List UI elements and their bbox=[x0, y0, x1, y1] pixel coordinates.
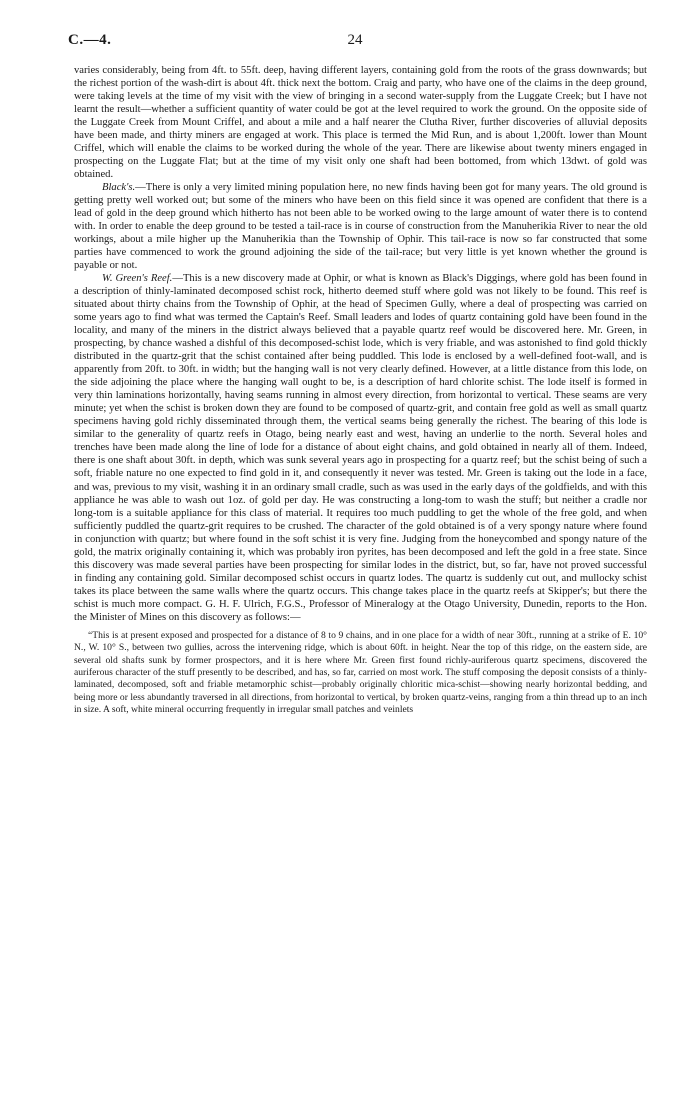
paragraph-text: varies considerably, being from 4ft. to 55ft. deep, having different layers, containing gold from the roots of the grass downwards; but the richest portion of the wash-dirt is about 4ft. thick next the bottom. Craig and party, who have one of the claims in the deep ground, were taking levels at the time of my visit with the view of bringing in a second water-supply from the Luggate Creek; but I have not learnt the result—whether a sufficient quantity of water could be got at the level required to work the ground. On the opposite side of the Luggate Creek from Mount Criffel, and about a mile and a half nearer the Clutha River, further discoveries of alluvial deposits have been made, and thirty miners are engaged at work. This place is termed the Mid Run, and is about 1,200ft. lower than Mount Criffel, which will enable the claims to be worked during the whole of the year. There are likewise about twenty miners engaged in prospecting on the Luggate Flat; but at the time of my visit only one shaft had been bottomed, from which 13dwt. of gold was obtained. bbox=[74, 65, 647, 181]
paragraph-greens-reef bbox=[74, 272, 647, 623]
page-number: 24 bbox=[347, 32, 363, 48]
quote-text: “This is at present exposed and prospected for a distance of 8 to 9 chains, and in one place for a width of near 30ft., running at a strike of E. 10° N., W. 10° S., between two gullies, across the intervening ridge, which is about 60ft. in height. Near the top of this ridge, on the eastern side, are several old shafts sunk by former prospectors, and it is here where Mr. Green first found richly-auriferous quartz specimens, discovered the auriferous character of the stuff presently to be described, and has, so far, carried on most work. The stuff composing the deposit consists of a thinly-laminated, decomposed, soft and friable metamorphic schist—probably originally chloritic mica-schist—showing nearly horizontal bedding, and being more or less abundantly traversed in all directions, from horizontal to vertical, by broken quartz-veins, ranging from a thin thread up to an inch in size. A soft, white mineral occurring frequently in irregular small patches and veinlets bbox=[74, 629, 647, 716]
paragraph-continued bbox=[74, 64, 647, 181]
section-lead: W. Green's Reef. bbox=[102, 273, 173, 285]
quoted-report bbox=[74, 630, 647, 717]
paragraph-text: —There is only a very limited mining population here, no new finds having been got for many years. The old ground is getting pretty well worked out; but some of the miners who have been on this field since it was opened are confident that there is a lead of gold in the deep ground which hitherto has not been able to be worked owing to the large amount of water there is to contend with. In order to enable the deep ground to be tested a tail-race is in course of construction from the Manuherikia River to near the old workings, about a mile higher up the Manuherikia than the Township of Ophir. This tail-race is now so far constructed that some parties have commenced to work the ground adjoining the side of the tail-race; but very little is yet known whether the ground is payable or not. bbox=[74, 182, 647, 272]
paragraph-text: —This is a new discovery made at Ophir, or what is known as Black's Diggings, where gold has been found in a description of thinly-laminated decomposed schist rock, hitherto deemed stuff where gold was not likely to be found. This reef is situated about thirty chains from the Township of Ophir, at the head of Specimen Gully, where a deal of prospecting was carried on some years ago to find what was termed the Captain's Reef. Small leaders and lodes of quartz containing gold have been found in the locality, and many of the miners in the district always believed that a payable quartz reef would be discovered here. Mr. Green, in prospecting, by chance washed a dishful of this decomposed-schist lode, which is very friable, and was astonished to find gold thickly distributed in the quartz-grit that the schist contained after being puddled. This lode is enclosed by a well-defined foot-wall, and is apparently from 20ft. to 30ft. in width; but the hanging wall is not very clearly defined. However, at a little distance from this lode, on the side adjoining the place where the hanging wall ought to be, is a description of hard chlorite schist. The lode itself is formed in very thin laminations horizontally, having seams running in almost every direction, from horizontal to vertical. These seams are very minute; yet when the schist is broken down they are found to be composed of quartz-grit, and contain free gold as well as small quartz specimens having gold richly disseminated through them, the vertical seams being generally the richest. The bearing of this lode is similar to the generality of quartz reefs in Otago, being nearly east and west, having an underlie to the north. Several holes and trenches have been made along the line of lode for a distance of about eight chains, and gold obtained in nearly all of them. Indeed, there is one shaft about 30ft. in depth, which was sunk several years ago in prospecting for a quartz reef; but the schist being of such a soft, friable nature no one expected to find gold in it, and consequently it never was tested. Mr. Green is taking out the lode in a face, and was, previous to my visit, washing it in an ordinary small cradle, such as was used in the early days of the goldfields, and with this appliance he was able to wash out 1oz. of gold per day. He was constructing a long-tom to wash the stuff; but neither a cradle nor long-tom is a suitable appliance for this class of material. It requires too much puddling to get the whole of the free gold, and when sufficiently puddled the quartz-grit requires to be crushed. The character of the gold obtained is of a very spongy nature where found in conjunction with quartz; but where found in the soft schist it is very fine. Judging from the honeycombed and spongy nature of the gold, the matrix originally containing it, which was probably iron pyrites, has been decomposed and left the gold in a free state. Since this discovery was made several parties have been prospecting for similar lodes in the district, but, so far, have not proved successful in finding any containing gold. Similar decomposed schist occurs in quartz lodes. The quartz is suddenly cut out, and mullocky schist takes its place between the same walls where the quartz occurs. This change takes place in the quartz reefs at Skipper's; but there the schist is much more compact. G. H. F. Ulrich, F.G.S., Professor of Mineralogy at the Otago University, Dunedin, reports to the Hon. the Minister of Mines on this discovery as follows:— bbox=[74, 273, 648, 623]
document-reference: C.—4. bbox=[68, 32, 112, 48]
body-text bbox=[74, 64, 647, 717]
section-lead: Black's. bbox=[102, 182, 136, 194]
paragraph-blacks bbox=[74, 181, 647, 272]
page-header bbox=[68, 32, 642, 54]
